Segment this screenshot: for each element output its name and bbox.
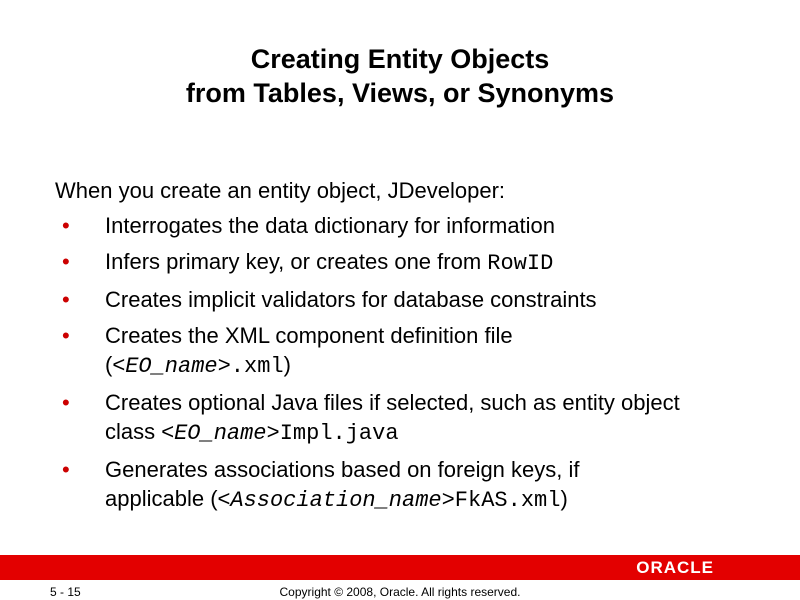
bullet-item-validators (62, 285, 772, 314)
bullet-item-primary-key (62, 247, 772, 278)
oracle-logo: ORACLE (636, 558, 714, 577)
bullet-text: Creates optional Java files if selected, such as entity object (105, 390, 680, 415)
bullet-code-italic: EO_name (125, 354, 218, 379)
slide-title-line-1: Creating Entity Objects (250, 44, 550, 74)
copyright-text: Copyright © 2008, Oracle. All rights reserved. (279, 585, 521, 599)
page-number: 5 - 15 (50, 585, 81, 599)
bullet-code-italic: EO_name (174, 421, 267, 446)
bullet-prefix: applicable (< (105, 486, 231, 511)
bullet-code: >.xml (217, 354, 284, 379)
bullet-item-java-files (62, 388, 772, 448)
slide-title-line-2: from Tables, Views, or Synonyms (185, 78, 615, 108)
bullet-icon: • (62, 390, 70, 415)
bullet-icon: • (62, 287, 70, 312)
bullet-code-italic: Association_name (230, 488, 442, 513)
bullet-icon: • (62, 323, 70, 348)
bullet-code: RowID (487, 251, 554, 276)
bullet-open: (< (105, 352, 126, 377)
bullet-text: Generates associations based on foreign keys, if (105, 457, 580, 482)
bullet-code: >FkAS.xml (441, 488, 561, 513)
bullet-prefix: class < (105, 419, 175, 444)
bullet-icon: • (62, 249, 70, 274)
bullet-icon: • (62, 457, 70, 482)
bullet-item-xml-definition (62, 321, 772, 381)
bullet-item-data-dictionary (62, 211, 772, 240)
bullet-end: ) (560, 486, 568, 511)
bullet-text: Creates implicit validators for database constraints (105, 287, 597, 312)
bullet-list (62, 211, 772, 522)
bullet-text: Creates the XML component definition file (105, 323, 513, 348)
bullet-code: >Impl.java (266, 421, 399, 446)
bullet-end: ) (283, 352, 291, 377)
bullet-text: Interrogates the data dictionary for information (105, 213, 556, 238)
intro-text: When you create an entity object, JDeveloper: (55, 178, 506, 203)
bullet-text: Infers primary key, or creates one from (105, 249, 488, 274)
bullet-icon: • (62, 213, 70, 238)
bullet-item-associations (62, 455, 772, 515)
slide-title (0, 42, 800, 110)
